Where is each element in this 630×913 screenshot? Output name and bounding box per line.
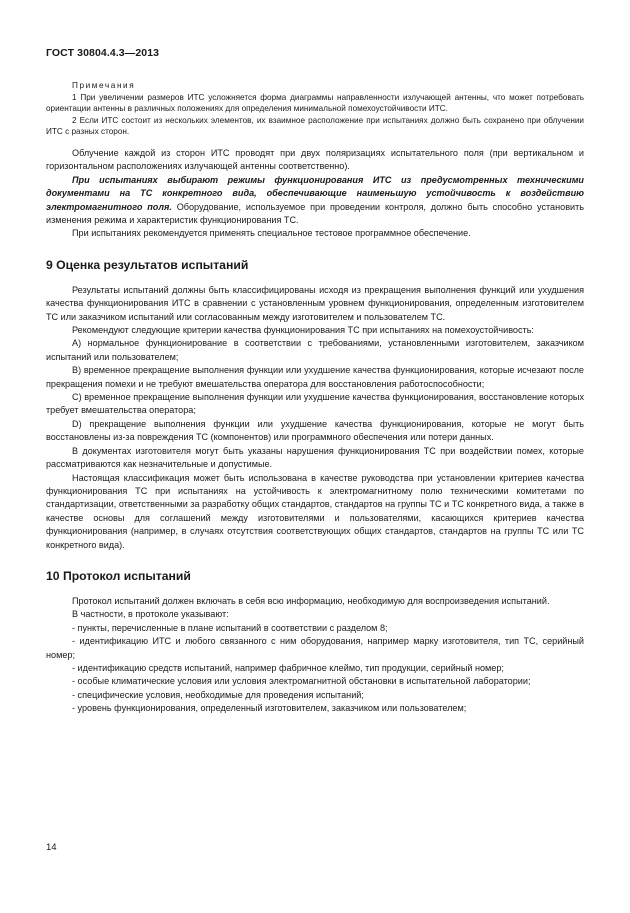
- paragraph: Настоящая классификация может быть использована в качестве руководства при установлении критериев качества функционирования ТС при испытаниях на устойчивость к электромагнитному полю техническими комитетами по стандартизации, ответственными за разработку общих стандартов, стандартов на группы ТС и ТС конкретного вида, а также в качестве основы для соглашений между изготовителями и пользователями, касающихся критериев качества функционирования (например, в случаях отсутствия соответствующих общих стандартов, стандартов на группы ТС или ТС конкретного вида).: [46, 472, 584, 550]
- note-item: 1 При увеличении размеров ИТС усложняется форма диаграммы направленности излучающей антенны, что может потребовать ориентации антенны в различных положениях для определения минимальной помехоустойчивости ИТС.: [46, 92, 584, 114]
- paragraph: При испытаниях рекомендуется применять специальное тестовое программное обеспечение.: [72, 228, 471, 239]
- list-item: - уровень функционирования, определенный изготовителем, заказчиком или пользователем;: [72, 703, 467, 714]
- page-number: 14: [46, 842, 57, 853]
- paragraph: Результаты испытаний должны быть классифицированы исходя из прекращения выполнения функций или ухудшения качества функционирования ИТС в сравнении с установленным уровнем функционирования, определенным изготовителем ТС или заказчиком испытаний или согласованным между изготовителем и пользователем ТС.: [46, 284, 584, 322]
- section-10-heading: 10 Протокол испытаний: [46, 568, 191, 583]
- paragraph: Облучение каждой из сторон ИТС проводят при двух поляризациях испытательного поля (при вертикальном и горизонтальном расположениях излучающей антенны соответственно).: [46, 147, 584, 172]
- notes-block: [46, 80, 584, 138]
- standard-code-header: ГОСТ 30804.4.3—2013: [46, 47, 160, 59]
- list-item: - идентификацию ИТС и любого связанного с ним оборудования, например марку изготовителя, тип ТС, серийный номер;: [46, 636, 584, 660]
- intro-block: [46, 147, 584, 241]
- section-9-heading: 9 Оценка результатов испытаний: [46, 257, 249, 272]
- paragraph: В частности, в протоколе указывают:: [72, 609, 229, 620]
- paragraph-mixed: [46, 174, 584, 228]
- paragraph: Протокол испытаний должен включать в себя всю информацию, необходимую для воспроизведения испытаний.: [72, 595, 550, 606]
- list-item: - пункты, перечисленные в плане испытаний в соответствии с разделом 8;: [72, 622, 388, 633]
- note-item: 2 Если ИТС состоит из нескольких элементов, их взаимное расположение при испытаниях должно быть сохранено при облучении ИТС с разных сторон.: [46, 115, 584, 137]
- criterion-item: D) прекращение выполнения функции или ухудшение качества функционирования, которые не могут быть восстановлены из-за повреждения ТС (компонентов) или программного обеспечения или потери данных.: [46, 418, 584, 443]
- notes-title: Примечания: [72, 81, 136, 90]
- section-10-body: [46, 595, 584, 716]
- list-item: - идентификацию средств испытаний, например фабричное клеймо, тип продукции, серийный номер;: [72, 662, 504, 673]
- paragraph-text: Оборудование, используемое при проведении контроля, должно быть способно установить изменения режима и характеристик функционирования ТС.: [46, 201, 585, 225]
- list-item: - особые климатические условия или условия электромагнитной обстановки в испытательной лаборатории;: [72, 676, 531, 687]
- criterion-item: В) временное прекращение выполнения функции или ухудшение качества функционирования, которые исчезают после прекращения помехи и не требуют вмешательства оператора для восстановления работоспособности;: [46, 365, 584, 389]
- section-9-body: [46, 284, 584, 552]
- criterion-item: А) нормальное функционирование в соответствии с требованиями, установленными изготовителем, заказчиком испытаний или пользователем;: [46, 338, 584, 362]
- page-content: [46, 80, 584, 716]
- list-item: - специфические условия, необходимые для проведения испытаний;: [72, 689, 364, 700]
- paragraph: Рекомендуют следующие критерии качества функционирования ТС при испытаниях на помехоустойчивость:: [72, 325, 534, 336]
- paragraph: В документах изготовителя могут быть указаны нарушения функционирования ТС при воздействии помех, которые рассматриваются как незначительные и допустимые.: [46, 445, 584, 470]
- emphasis-text: При испытаниях выбирают режимы функционирования ИТС из предусмотренных техническими документами на ТС конкретного вида, обеспечивающие наименьшую устойчивость к воздействию электромагнитного поля.: [46, 174, 584, 212]
- criterion-item: С) временное прекращение выполнения функции или ухудшение качества функционирования, восстановление которых требует вмешательства оператора;: [46, 392, 584, 416]
